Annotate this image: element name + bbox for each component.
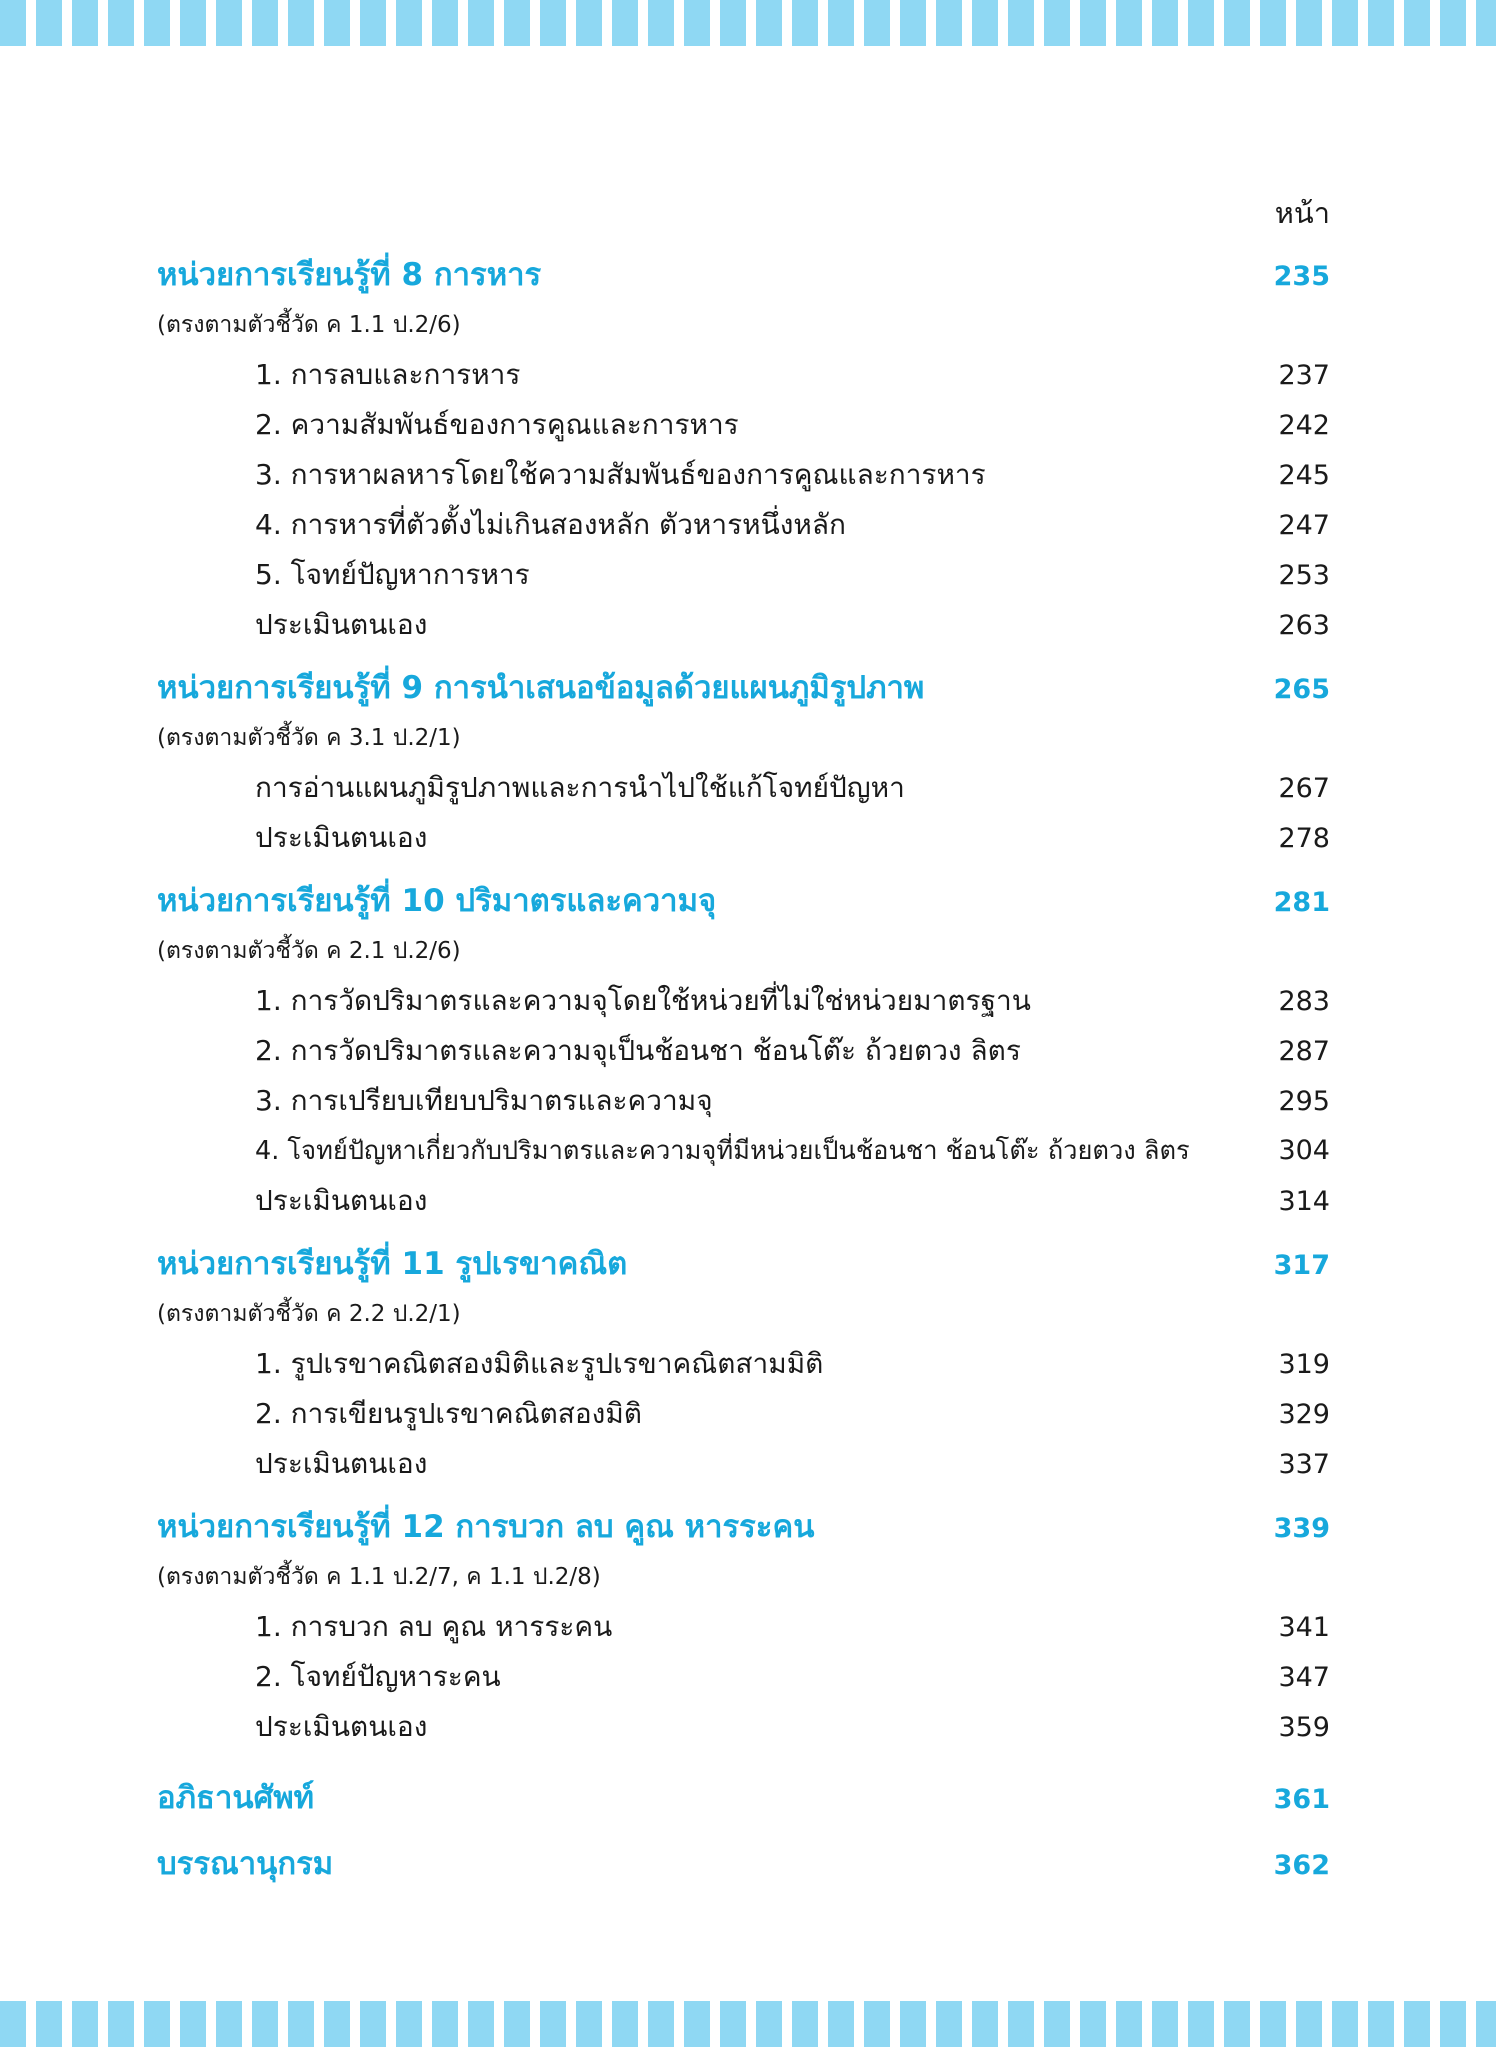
unit-12 (157, 1502, 1330, 1752)
unit-8 (157, 250, 1330, 650)
entry-title: 5. โจทย์ปัญหาการหาร (255, 558, 530, 591)
entry-page-number: 341 (1278, 1612, 1330, 1643)
toc-entry[interactable] (157, 1702, 1330, 1752)
entry-title: 3. การเปรียบเทียบปริมาตรและความจุ (255, 1084, 713, 1117)
bibliography-page-number: 362 (1273, 1850, 1330, 1881)
entry-page-number: 319 (1278, 1349, 1330, 1380)
toc-entry[interactable] (157, 1339, 1330, 1389)
toc-entry[interactable] (157, 550, 1330, 600)
entry-page-number: 247 (1278, 510, 1330, 541)
unit-page-number: 235 (1273, 261, 1330, 292)
unit-indicator: (ตรงตามตัวชี้วัด ค 1.1 ป.2/7, ค 1.1 ป.2/8) (157, 1564, 601, 1590)
entry-title: 3. การหาผลหารโดยใช้ความสัมพันธ์ของการคูณและการหาร (255, 458, 986, 491)
toc-entry[interactable] (157, 350, 1330, 400)
entry-title: 2. ความสัมพันธ์ของการคูณและการหาร (255, 408, 739, 441)
unit-page-number: 317 (1273, 1250, 1330, 1281)
unit-title: หน่วยการเรียนรู้ที่ 12 การบวก ลบ คูณ หารระคน (157, 1509, 815, 1545)
bibliography-title: บรรณานุกรม (157, 1846, 334, 1882)
glossary-page-number: 361 (1273, 1784, 1330, 1815)
entry-page-number: 253 (1278, 560, 1330, 591)
toc-entry[interactable] (157, 1389, 1330, 1439)
entry-title: 1. การวัดปริมาตรและความจุโดยใช้หน่วยที่ไม่ใช่หน่วยมาตรฐาน (255, 984, 1031, 1017)
unit-heading[interactable] (157, 250, 1330, 300)
entry-title: 1. รูปเรขาคณิตสองมิติและรูปเรขาคณิตสามมิติ (255, 1347, 824, 1380)
glossary-title: อภิธานศัพท์ (157, 1780, 315, 1816)
unit-10 (157, 876, 1330, 1226)
unit-page-number: 339 (1273, 1513, 1330, 1544)
toc-entry[interactable] (157, 400, 1330, 450)
unit-title: หน่วยการเรียนรู้ที่ 10 ปริมาตรและความจุ (157, 883, 717, 919)
unit-indicator: (ตรงตามตัวชี้วัด ค 2.1 ป.2/6) (157, 938, 461, 964)
unit-page-number: 265 (1273, 674, 1330, 705)
unit-heading[interactable] (157, 1239, 1330, 1289)
entry-title: 2. การวัดปริมาตรและความจุเป็นช้อนชา ช้อนโต๊ะ ถ้วยตวง ลิตร (255, 1034, 1021, 1067)
unit-title: หน่วยการเรียนรู้ที่ 8 การหาร (157, 257, 542, 293)
glossary-heading[interactable] (157, 1765, 1330, 1831)
toc-entry[interactable] (157, 1652, 1330, 1702)
toc-entry[interactable] (157, 500, 1330, 550)
toc-entry[interactable] (157, 1176, 1330, 1226)
toc-entry[interactable] (157, 976, 1330, 1026)
unit-heading[interactable] (157, 1502, 1330, 1552)
unit-heading[interactable] (157, 663, 1330, 713)
entry-page-number: 304 (1278, 1135, 1330, 1166)
toc-entry[interactable] (157, 1602, 1330, 1652)
entry-page-number: 242 (1278, 410, 1330, 441)
entry-page-number: 359 (1278, 1712, 1330, 1743)
entry-page-number: 267 (1278, 773, 1330, 804)
entry-title: ประเมินตนเอง (255, 1184, 428, 1217)
entry-title: 4. โจทย์ปัญหาเกี่ยวกับปริมาตรและความจุที่มีหน่วยเป็นช้อนชา ช้อนโต๊ะ ถ้วยตวง ลิตร (255, 1136, 1190, 1166)
toc-entry[interactable] (157, 600, 1330, 650)
entry-title: 2. โจทย์ปัญหาระคน (255, 1660, 501, 1693)
unit-page-number: 281 (1273, 887, 1330, 918)
toc-entry[interactable] (157, 450, 1330, 500)
entry-title: ประเมินตนเอง (255, 1710, 428, 1743)
unit-title: หน่วยการเรียนรู้ที่ 11 รูปเรขาคณิต (157, 1246, 628, 1282)
entry-title: ประเมินตนเอง (255, 821, 428, 854)
entry-page-number: 329 (1278, 1399, 1330, 1430)
unit-title: หน่วยการเรียนรู้ที่ 9 การนำเสนอข้อมูลด้วยแผนภูมิรูปภาพ (157, 670, 925, 706)
entry-title: ประเมินตนเอง (255, 1447, 428, 1480)
entry-page-number: 263 (1278, 610, 1330, 641)
entry-title: 1. การลบและการหาร (255, 358, 521, 391)
unit-9 (157, 663, 1330, 863)
entry-page-number: 347 (1278, 1662, 1330, 1693)
unit-11 (157, 1239, 1330, 1489)
toc-entry[interactable] (157, 763, 1330, 813)
unit-indicator: (ตรงตามตัวชี้วัด ค 3.1 ป.2/1) (157, 725, 461, 751)
bottom-stripe-border (0, 2001, 1496, 2047)
toc-entry[interactable] (157, 813, 1330, 863)
entry-page-number: 295 (1278, 1086, 1330, 1117)
entry-page-number: 237 (1278, 360, 1330, 391)
entry-title: การอ่านแผนภูมิรูปภาพและการนำไปใช้แก้โจทย์ปัญหา (255, 771, 905, 804)
toc-entry[interactable] (157, 1126, 1330, 1176)
unit-heading[interactable] (157, 876, 1330, 926)
entry-page-number: 287 (1278, 1036, 1330, 1067)
unit-indicator: (ตรงตามตัวชี้วัด ค 2.2 ป.2/1) (157, 1301, 461, 1327)
bibliography-heading[interactable] (157, 1831, 1330, 1897)
unit-indicator: (ตรงตามตัวชี้วัด ค 1.1 ป.2/6) (157, 312, 461, 338)
top-stripe-border (0, 0, 1496, 46)
entry-page-number: 283 (1278, 986, 1330, 1017)
toc-entry[interactable] (157, 1026, 1330, 1076)
entry-title: 4. การหารที่ตัวตั้งไม่เกินสองหลัก ตัวหารหนึ่งหลัก (255, 508, 846, 541)
page-column-header: หน้า (1274, 196, 1330, 230)
table-of-contents (157, 250, 1330, 1897)
toc-entry[interactable] (157, 1076, 1330, 1126)
entry-title: ประเมินตนเอง (255, 608, 428, 641)
entry-page-number: 337 (1278, 1449, 1330, 1480)
entry-page-number: 314 (1278, 1186, 1330, 1217)
entry-title: 1. การบวก ลบ คูณ หารระคน (255, 1610, 613, 1643)
entry-page-number: 278 (1278, 823, 1330, 854)
toc-entry[interactable] (157, 1439, 1330, 1489)
entry-title: 2. การเขียนรูปเรขาคณิตสองมิติ (255, 1397, 642, 1430)
entry-page-number: 245 (1278, 460, 1330, 491)
